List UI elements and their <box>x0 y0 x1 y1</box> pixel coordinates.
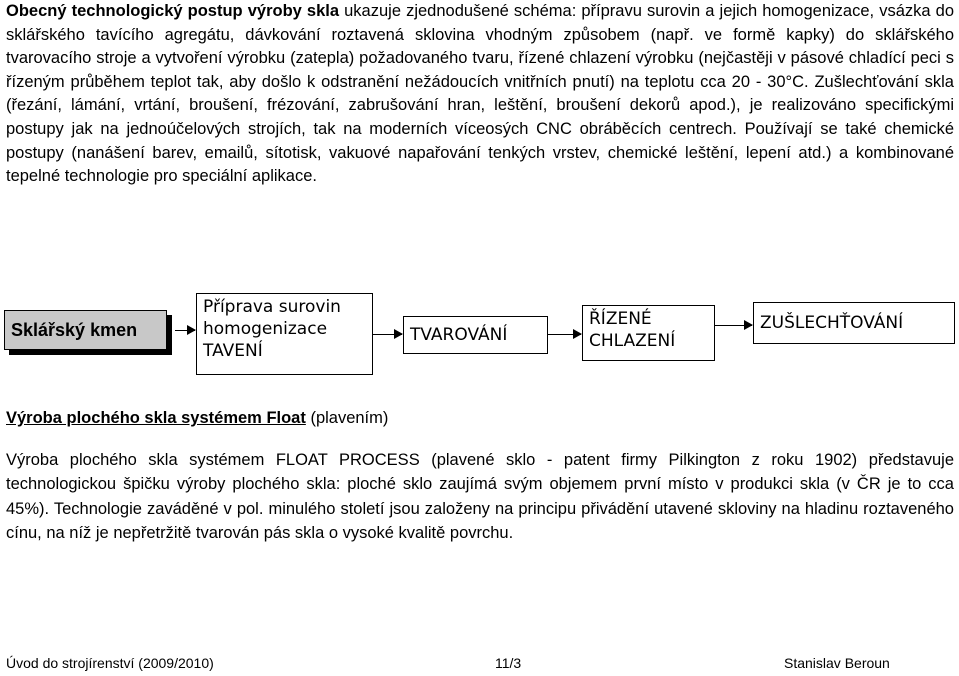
float-heading <box>6 407 388 430</box>
float-heading-rest: (plavením) <box>305 409 389 427</box>
diagram-step-preparation: Příprava surovin homogenizace TAVENÍ <box>196 293 373 375</box>
diagram-step-finishing: ZUŠLECHŤOVÁNÍ <box>753 302 955 344</box>
diagram-arrow-1 <box>175 330 195 331</box>
diagram-step-forming: TVAROVÁNÍ <box>403 316 548 354</box>
diagram-start-box <box>4 310 167 350</box>
footer-page-number: 11/3 <box>495 655 522 671</box>
intro-paragraph <box>6 0 954 189</box>
process-diagram <box>0 283 959 383</box>
page-footer <box>6 655 906 675</box>
diagram-start-label: Sklářský kmen <box>11 319 138 340</box>
intro-bold-lead: Obecný technologický postup výroby skla <box>6 2 340 20</box>
diagram-arrow-2 <box>373 334 402 335</box>
intro-text: ukazuje zjednodušené schéma: přípravu surovin a jejich homogenizace, vsázka do sklářského tavícího agregátu, dávkování roztavená sklovina vhodným způsobem (např. ve formě kapky) do sklářského tvarovacího stroje a vytvoření výrobku (zatepla) požadovaného tvaru, řízené chlazení výrobku (nejčastěji v pásové chladící peci s řízeným průběhem teplot tak, aby došlo k odstranění nežádoucích vnitřních pnutí) na teplotu cca 20 - 30°C. Zušlechťování skla (řezání, lámání, vrtání, broušení, frézování, zabrušování hran, leštění, broušení dekorů apod.), je realizováno specifickými postupy jak na jednoúčelových strojích, tak na moderních víceosých CNC obráběcích centrech. Používají se také chemické postupy (nanášení barev, emailů, sítotisk, vakuové napařování tenkých vrstev, chemické leštění, lepení atd.) a kombinované tepelné technologie pro speciální aplikace. <box>6 2 955 186</box>
float-heading-bold: Výroba plochého skla systémem Float <box>6 409 306 427</box>
float-paragraph: Výroba plochého skla systémem FLOAT PROCESS (plavené sklo - patent firmy Pilkington z roku 1902) představuje technologickou špičku výroby plochého skla: ploché sklo zaujímá svým objemem první místo v produkci skla (v ČR je to cca 45%). Technologie zaváděné v pol. minulého století jsou založeny na principu přivádění utavené skloviny na hladinu roztaveného cínu, na níž je nepřetržitě tvarován pás skla o vysoké kvalitě povrchu. <box>6 451 954 543</box>
diagram-step-cooling: ŘÍZENÉ CHLAZENÍ <box>582 305 715 361</box>
footer-course: Úvod do strojírenství (2009/2010) <box>6 655 214 671</box>
footer-author: Stanislav Beroun <box>784 655 890 671</box>
diagram-arrow-4 <box>715 325 752 326</box>
diagram-arrow-3 <box>548 334 581 335</box>
